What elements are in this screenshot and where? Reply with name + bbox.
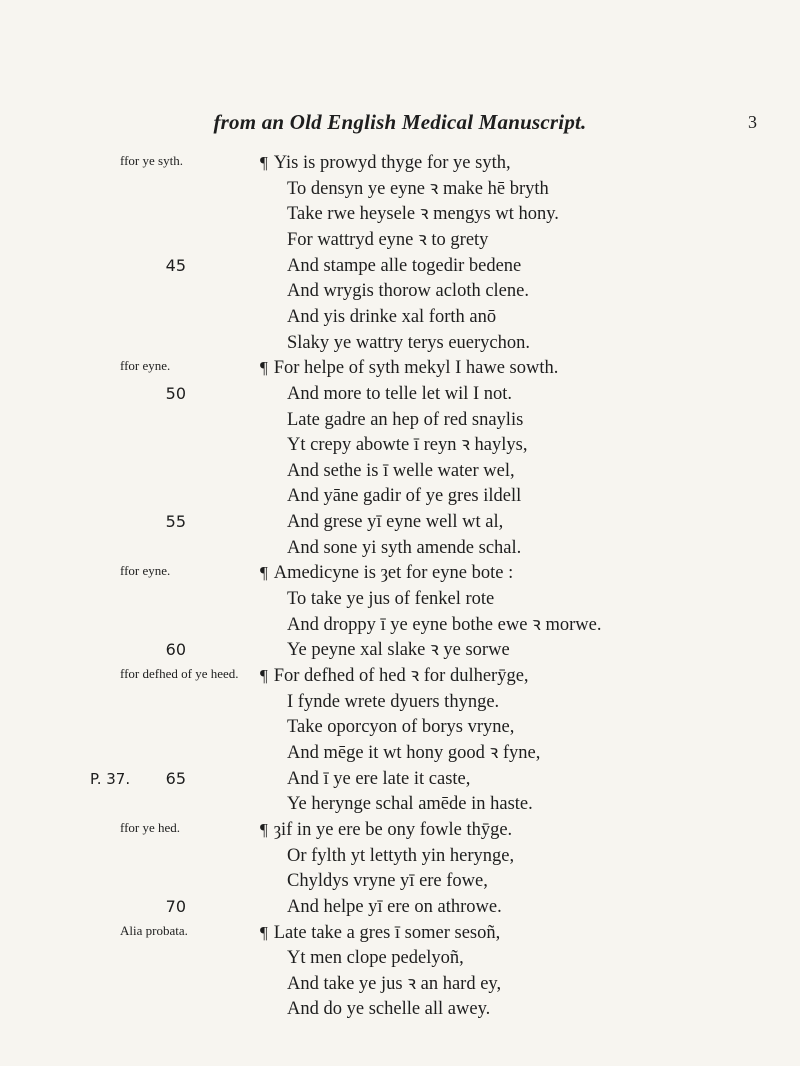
line-number: 55	[165, 512, 186, 532]
line-text	[287, 740, 540, 766]
line-words: For defhed of hed ꝛ for dulherȳge,	[273, 666, 529, 686]
line-text	[287, 637, 510, 663]
line-words: Amedicyne is ȝet for eyne bote :	[273, 563, 514, 584]
line-text	[287, 689, 499, 715]
poem-line	[0, 458, 800, 484]
line-text	[260, 355, 558, 381]
poem-line	[0, 714, 800, 740]
line-words: Take rwe heysele ꝛ mengys wt hony.	[287, 204, 559, 225]
line-text	[287, 843, 514, 869]
line-words: And stampe alle togedir bedene	[287, 255, 522, 276]
pilcrow-icon: ¶	[260, 922, 268, 942]
pilcrow-icon: ¶	[260, 666, 268, 685]
pilcrow-icon: ¶	[260, 153, 268, 172]
poem-line	[0, 407, 800, 433]
line-text	[287, 407, 523, 433]
poem-line	[0, 560, 800, 586]
pilcrow-icon: ¶	[260, 358, 268, 378]
line-words: And more to telle let wil I not.	[287, 383, 513, 404]
line-number: 60	[165, 640, 186, 660]
line-text	[287, 971, 501, 997]
line-words: Slaky ye wattry terys euerychon.	[287, 332, 530, 353]
line-words: Chyldys vryne yī ere fowe,	[287, 871, 488, 892]
margin-gloss: ffor eyne.	[120, 563, 171, 579]
margin-gloss: ffor eyne.	[120, 358, 171, 374]
line-words: And ī ye ere late it caste,	[287, 768, 471, 789]
line-words: And do ye schelle all awey.	[287, 999, 491, 1020]
line-text	[287, 868, 488, 894]
line-words: And wrygis thorow acloth clene.	[287, 281, 529, 302]
line-text	[287, 458, 515, 484]
line-text	[287, 509, 503, 535]
pilcrow-icon: ¶	[260, 819, 268, 839]
line-text	[287, 201, 559, 227]
poem-line	[0, 894, 800, 920]
line-words: And grese yī eyne well wt al,	[287, 512, 504, 533]
line-words: ȝif in ye ere be ony fowle thȳge.	[273, 819, 513, 840]
poem-line	[0, 920, 800, 946]
poem-line	[0, 689, 800, 715]
poem-line	[0, 868, 800, 894]
poem-line	[0, 201, 800, 227]
margin-gloss: ffor defhed of ye heed.	[120, 666, 239, 681]
poem-line	[0, 432, 800, 458]
poem-line	[0, 996, 800, 1022]
line-words: For wattryd eyne ꝛ to grety	[287, 229, 489, 250]
poem-line	[0, 483, 800, 509]
line-words: And sone yi syth amende schal.	[287, 537, 522, 558]
poem-line	[0, 817, 800, 843]
poem-line	[0, 253, 800, 279]
poem-line	[0, 227, 800, 253]
line-words: Ye peyne xal slake ꝛ ye sorwe	[287, 640, 510, 661]
poem-line	[0, 612, 800, 638]
margin-gloss: Alia probata.	[120, 922, 188, 938]
poem-line	[0, 766, 800, 792]
poem-line	[0, 586, 800, 612]
line-text	[287, 894, 502, 920]
line-text	[287, 996, 490, 1022]
line-words: I fynde wrete dyuers thynge.	[287, 691, 500, 712]
poem-line	[0, 663, 800, 689]
poem-line	[0, 278, 800, 304]
line-number: 50	[165, 383, 186, 403]
line-text	[287, 945, 464, 971]
line-text	[287, 766, 470, 792]
line-text	[287, 791, 533, 817]
line-words: Yis is prowyd thyge for ye syth,	[273, 153, 511, 173]
poem-line	[0, 971, 800, 997]
line-text	[260, 560, 513, 586]
line-text	[287, 381, 512, 407]
line-number: 45	[165, 255, 186, 275]
poem-line	[0, 330, 800, 356]
line-words: Yt men clope pedelyoñ,	[287, 948, 464, 969]
line-words: And yāne gadir of ye gres ildell	[287, 486, 522, 507]
line-text	[260, 663, 529, 689]
line-words: Or fylth yt lettyth yin herynge,	[287, 845, 515, 866]
running-title: from an Old English Medical Manuscript.	[213, 110, 587, 134]
line-text	[287, 227, 488, 253]
poem-line	[0, 381, 800, 407]
poem-line	[0, 843, 800, 869]
line-words: And yis drinke xal forth anō	[287, 306, 497, 327]
poem-line	[0, 355, 800, 381]
line-words: To densyn ye eyne ꝛ make hē bryth	[287, 178, 549, 199]
poem-line	[0, 637, 800, 663]
line-text	[287, 483, 521, 509]
page-reference: P. 37.	[90, 769, 131, 788]
line-text	[287, 714, 514, 740]
line-text	[287, 278, 529, 304]
line-words: Late take a gres ī somer sesoñ,	[273, 922, 501, 943]
page-number: 3	[748, 112, 757, 132]
line-text	[260, 150, 511, 176]
poem-line	[0, 176, 800, 202]
line-number: 70	[165, 896, 186, 916]
line-words: And droppy ī ye eyne bothe ewe ꝛ morwe.	[287, 614, 602, 635]
line-number: 65	[165, 768, 186, 788]
line-words: And take ye jus ꝛ an hard ey,	[287, 973, 502, 994]
line-text	[260, 920, 500, 946]
line-text	[287, 253, 521, 279]
line-words: For helpe of syth mekyl I hawe sowth.	[273, 358, 559, 379]
line-text	[287, 586, 494, 612]
line-words: And helpe yī ere on athrowe.	[287, 896, 502, 917]
margin-gloss: ffor ye syth.	[120, 153, 183, 168]
poem-line	[0, 740, 800, 766]
margin-gloss: ffor ye hed.	[120, 819, 181, 835]
poem-line	[0, 304, 800, 330]
line-words: Yt crepy abowte ī reyn ꝛ haylys,	[287, 435, 528, 456]
line-text	[287, 432, 527, 458]
line-words: Ye herynge schal amēde in haste.	[287, 794, 533, 815]
poem-line	[0, 509, 800, 535]
poem-line	[0, 150, 800, 176]
pilcrow-icon: ¶	[260, 563, 268, 583]
line-words: Take oporcyon of borys vryne,	[287, 717, 515, 738]
line-text	[287, 304, 496, 330]
line-words: Late gadre an hep of red snaylis	[287, 409, 524, 430]
line-text	[287, 176, 549, 202]
line-text	[287, 535, 521, 561]
line-text	[287, 330, 530, 356]
line-text	[287, 612, 601, 638]
line-words: And mēge it wt hony good ꝛ fyne,	[287, 742, 541, 763]
poem-line	[0, 791, 800, 817]
poem-line	[0, 535, 800, 561]
poem-line	[0, 945, 800, 971]
line-text	[260, 817, 512, 843]
line-words: To take ye jus of fenkel rote	[287, 589, 495, 610]
line-words: And sethe is ī welle water wel,	[287, 460, 515, 481]
